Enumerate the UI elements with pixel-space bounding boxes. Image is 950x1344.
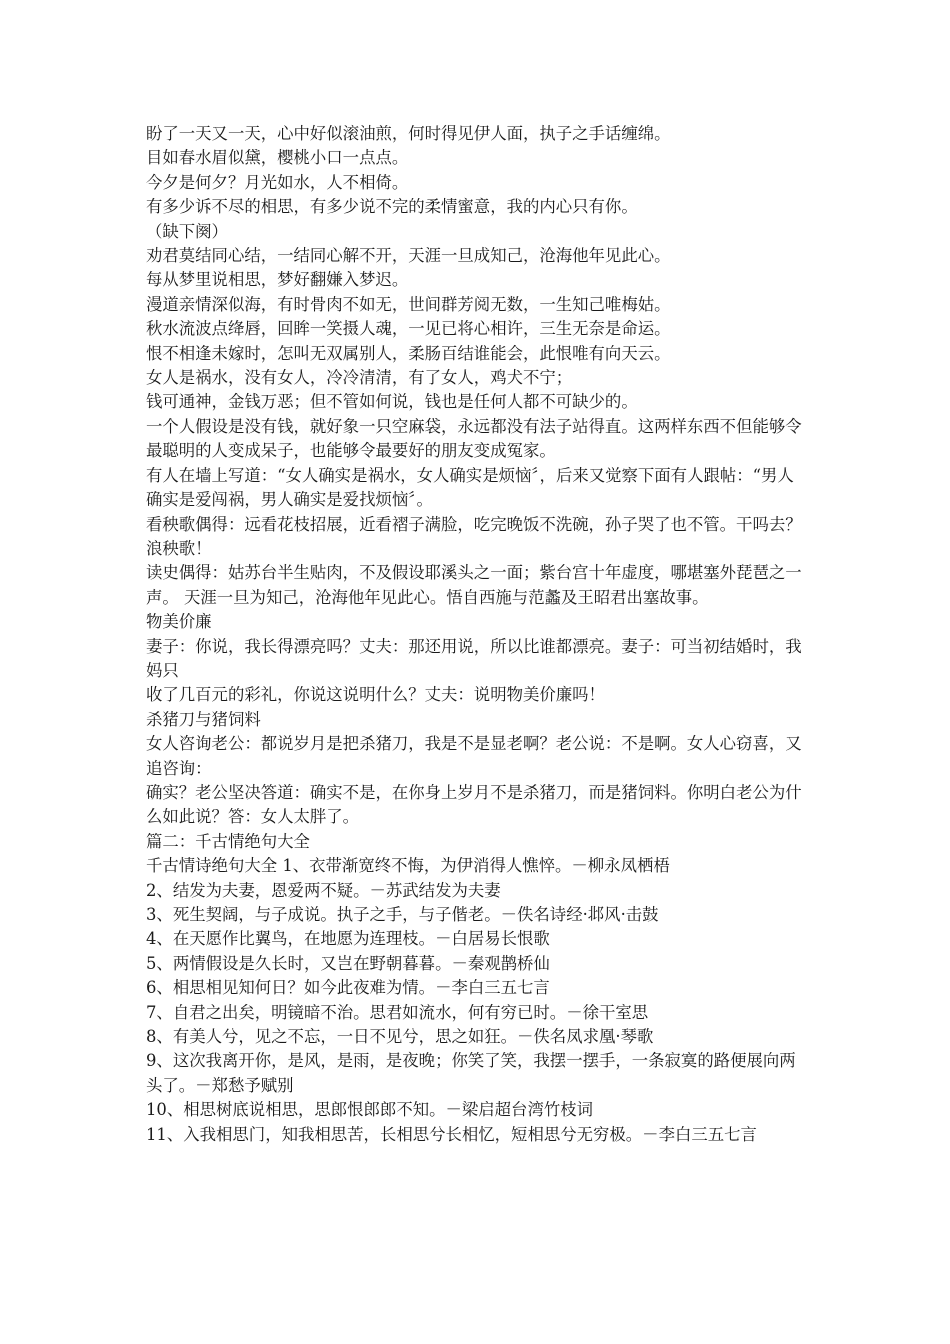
list-item: 2、结发为夫妻，恩爱两不疑。－苏武结发为夫妻 [146, 880, 501, 900]
list-item: 4、在天愿作比翼鸟，在地愿为连理枝。－白居易长恨歌 [146, 929, 550, 949]
paragraph: 每从梦里说相思，梦好翻嫌入梦迟。 [146, 270, 409, 290]
list-item: 3、死生契阔，与子成说。执子之手，与子偕老。－佚名诗经·邶风·击鼓 [146, 905, 659, 924]
paragraph: 收了几百元的彩礼，你说这说明什么？丈夫：说明物美价廉吗！ [146, 685, 605, 705]
paragraph: 今夕是何夕？月光如水，人不相倚。 [146, 172, 409, 192]
paragraph: 妻子：你说，我长得漂亮吗？丈夫：那还用说，所以比谁都漂亮。妻子：可当初结婚时，我妈只 [146, 636, 802, 680]
list-item: 11、入我相思门，知我相思苦，长相思兮长相忆，短相思兮无穷极。－李白三五七言 [146, 1124, 757, 1144]
list-item: 8、有美人兮，见之不忘，一日不见兮，思之如狂。－佚名凤求凰·琴歌 [146, 1027, 654, 1047]
paragraph: 看秧歌偶得：远看花枝招展，近看褶子满脸，吃完晚饭不洗碗，孙子哭了也不管。干吗去？浪秧歌！ [146, 514, 802, 558]
list-item: 7、自君之出矣，明镜暗不治。思君如流水，何有穷已时。－徐干室思 [146, 1002, 649, 1022]
paragraph: 确实？老公坚决答道：确实不是，在你身上岁月不是杀猪刀，而是猪饲料。你明白老公为什么如此说？答：女人太胖了。 [146, 782, 802, 827]
paragraph: 秋水流波点绛唇，回眸一笑摄人魂，一见已将心相许，三生无奈是命运。 [146, 319, 671, 339]
paragraph: 有多少诉不尽的相思，有多少说不完的柔情蜜意，我的内心只有你。 [146, 197, 638, 217]
paragraph: 一个人假设是没有钱，就好象一只空麻袋，永远都没有法子站得直。这两样东西不但能够令最聪明的人变成呆子，也能够令最要好的朋友变成冤家。 [146, 416, 802, 461]
list-item: 6、相思相见知何日？如今此夜难为情。－李白三五七言 [146, 978, 550, 998]
paragraph: 读史偶得：姑苏台半生贴肉，不及假设耶溪头之一面；紫台宫十年虚度，哪堪塞外琵琶之一声。 天涯一旦为知己，沧海他年见此心。悟自西施与范蠡及王昭君出塞故事。 [146, 563, 802, 607]
paragraph: 女人是祸水，没有女人，冷冷清清，有了女人，鸡犬不宁； [146, 368, 573, 388]
paragraph: 目如春水眉似黛，樱桃小口一点点。 [146, 148, 409, 168]
paragraph: 恨不相逢未嫁时，怎叫无双属别人，柔肠百结谁能会，此恨唯有向天云。 [146, 343, 671, 363]
paragraph: 盼了一天又一天，心中好似滚油煎，何时得见伊人面，执子之手话缠绵。 [146, 124, 671, 143]
list-item: 5、两情假设是久长时，又岂在野朝暮暮。－秦观鹊桥仙 [146, 953, 550, 973]
list-item: 10、相思树底说相思，思郎恨郎郎不知。－梁启超台湾竹枝词 [146, 1100, 594, 1120]
list-item: 千古情诗绝句大全 1、衣带渐宽终不悔，为伊消得人憔悴。－柳永凤栖梧 [146, 856, 670, 876]
paragraph: （缺下阕） [146, 221, 228, 241]
document-body [146, 122, 802, 1147]
section-heading: 篇二：千古情绝句大全 [146, 831, 310, 851]
paragraph: 钱可通神，金钱万恶；但不管如何说，钱也是任何人都不可缺少的。 [146, 392, 638, 412]
section-heading: 杀猪刀与猪饲料 [146, 709, 261, 729]
paragraph: 女人咨询老公：都说岁月是把杀猪刀，我是不是显老啊？老公说：不是啊。女人心窃喜，又追咨询： [146, 734, 802, 778]
paragraph: 劝君莫结同心结，一结同心解不开，天涯一旦成知己，沧海他年见此心。 [146, 246, 671, 266]
paragraph: 有人在墙上写道：“女人确实是祸水，女人确实是烦恼〞，后来又觉察下面有人跟帖：“男人确实是爱闯祸，男人确实是爱找烦恼〞。 [146, 465, 794, 510]
list-item: 9、这次我离开你，是风，是雨，是夜晚；你笑了笑，我摆一摆手，一条寂寞的路便展向两头了。－郑愁予赋别 [146, 1051, 796, 1095]
paragraph: 漫道亲情深似海，有时骨肉不如无，世间群芳阅无数，一生知己唯梅姑。 [146, 294, 671, 314]
section-heading: 物美价廉 [146, 612, 212, 632]
